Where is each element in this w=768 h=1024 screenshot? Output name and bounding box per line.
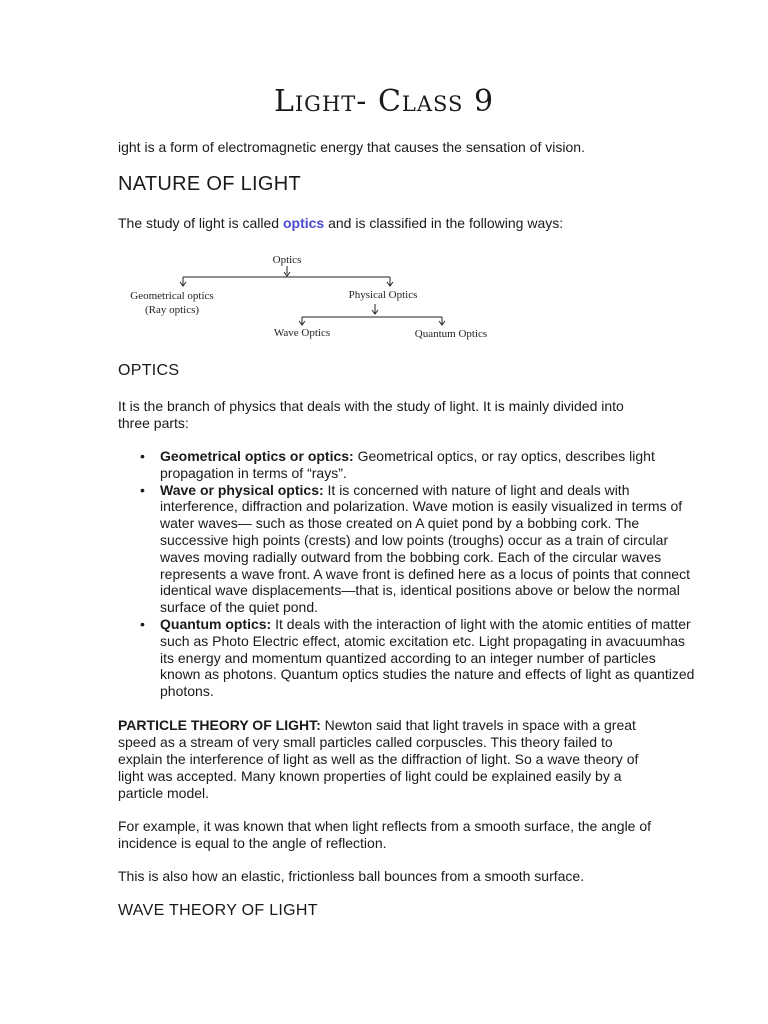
study-text-before: The study of light is called	[118, 215, 283, 231]
optics-classification-diagram	[118, 250, 518, 346]
bullet-icon: •	[140, 481, 145, 498]
ray-optics-label: (Ray optics)	[144, 304, 200, 316]
optics-link[interactable]: optics	[282, 215, 325, 231]
wave-optics-label: Wave Optics	[273, 327, 331, 339]
bullet-icon: •	[140, 448, 145, 464]
bullet-text: Geometrical optics, or ray optics, describes light propagation in terms of “rays”.	[160, 448, 655, 481]
optics-paragraph: It is the branch of physics that deals with the study of light. It is mainly divided into three parts:	[118, 398, 624, 431]
intro-paragraph: ight is a form of electromagnetic energy that causes the sensation of vision.	[118, 139, 585, 155]
nature-of-light-heading: NATURE OF LIGHT	[118, 173, 302, 195]
diagram-root-label: Optics	[272, 254, 302, 266]
study-paragraph	[118, 215, 658, 232]
bullet-icon: •	[140, 615, 145, 632]
bullet-term: Wave or physical optics:	[160, 481, 324, 498]
quantum-optics-label: Quantum Optics	[414, 328, 488, 340]
bullet-text: It is concerned with nature of light and deals with interference, diffraction and polarization. Wave motion is easily visualized in terms of water waves— such as those created on A quiet pond by a bobbing cork. The successive high points (crests) and low points (troughs) occur as a train of circular waves moving radially outward from the bobbing cork. Each of the circular waves represents a wave front. A wave front is defined here as a locus of points that connect identical wave displacements—that is, identical positions above or below the normal surface of the quiet pond.	[160, 481, 690, 616]
wave-theory-heading: WAVE THEORY OF LIGHT	[118, 902, 318, 919]
bullet-term: Geometrical optics or optics:	[160, 448, 354, 464]
elastic-ball-paragraph: This is also how an elastic, frictionless ball bounces from a smooth surface.	[118, 868, 585, 884]
physical-optics-label: Physical Optics	[348, 289, 418, 301]
particle-theory-text: Newton said that light travels in space with a great speed as a stream of very small particles called corpuscles. This theory failed to explain the interference of light as well as the diffraction of light. So a wave theory of light was accepted. Many known properties of light could be explained easily by a particle model.	[118, 717, 639, 801]
study-text-after: and is classified in the following ways:	[324, 215, 564, 231]
page-title: Light- Class 9	[273, 84, 495, 119]
geometrical-optics-label: Geometrical optics	[130, 290, 214, 302]
list-item	[140, 481, 700, 616]
optics-parts-list	[118, 448, 700, 700]
list-item	[140, 448, 700, 482]
example-paragraph: For example, it was known that when light reflects from a smooth surface, the angle of incidence is equal to the angle of reflection.	[118, 818, 652, 851]
particle-theory-paragraph	[118, 717, 658, 802]
optics-heading: OPTICS	[118, 362, 180, 379]
bullet-term: Quantum optics:	[160, 615, 272, 632]
list-item	[140, 615, 700, 700]
particle-theory-term: PARTICLE THEORY OF LIGHT:	[118, 717, 321, 733]
bullet-text: It deals with the interaction of light with the atomic entities of matter such as Photo Electric effect, atomic excitation etc. Light propagating in avacuumhas its energy and momentum quantized according to an integer number of particles known as photons. Quantum optics studies the nature and effects of light as quantized photons.	[160, 615, 695, 700]
